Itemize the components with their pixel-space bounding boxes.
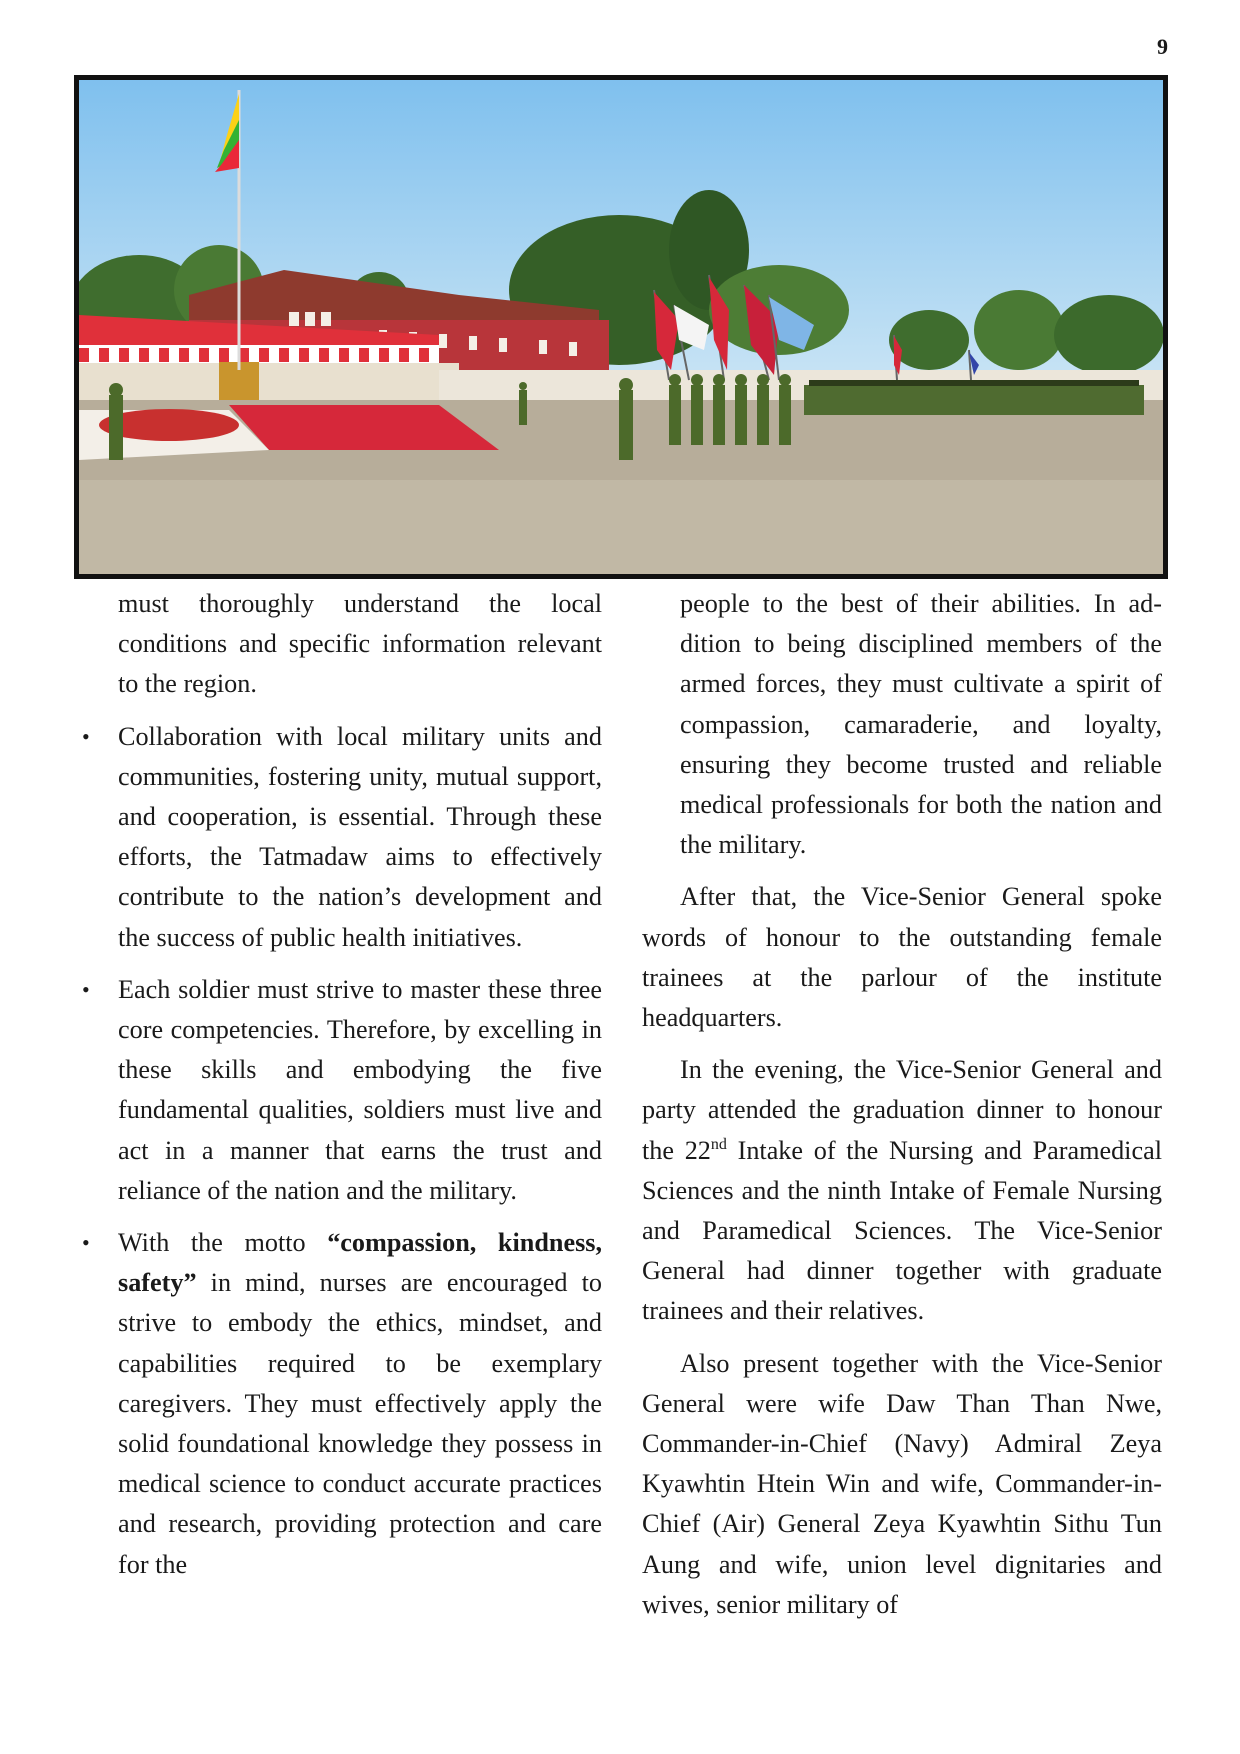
dinner-text-start: In the evening, the Vice-Senior General and party attended the graduation dinner to honour the 22 (642, 1055, 1162, 1165)
bullet-motto (78, 1223, 602, 1585)
dinner-text-end: Intake of the Nursing and Paramedical Sciences and the ninth Intake of Female Nursing and Paramedical Sciences. The Vice-Senior General had dinner together with graduate trainees and their relatives. (642, 1135, 1162, 1326)
bullet-collaboration: • Collaboration with local military units and communities, fostering unity, mutual support, and cooperation, is essential. Through these efforts, the Tatmadaw aims to effectively contribute to the nation’s development and the success of public health initiatives. (78, 717, 602, 958)
ordinal-suffix: nd (710, 1135, 727, 1153)
paragraph-words-of-honour: After that, the Vice-Senior General spoke words of honour to the outstanding female trainees at the parlour of the institute headquarters. (642, 882, 1162, 1033)
paragraph-also-present: Also present together with the Vice-Senior General were wife Daw Than Than Nwe, Commander-in-Chief (Navy) Admiral Zeya Kyawhtin Htein Win and wife, Commander-in-Chief (Air) General Zeya Kyawhtin Sithu Tun Aung and wife, union level dignitaries and wives, senior military of (642, 1348, 1162, 1619)
right-paragraph-continued: people to the best of their abilities. In addition to being disciplined members of the armed forces, they must cultivate a spirit of compassion, camaraderie, and loyalty, ensuring they become trusted and reliable medical professionals for both the nation and the military. (680, 589, 1162, 860)
paragraph-graduation-dinner (642, 1050, 1162, 1331)
left-paragraph-continued: must thoroughly understand the local conditions and specific information relevant to the region. (118, 589, 602, 699)
motto-rest: in mind, nurses are encouraged to strive to embody the ethics, mindset, and capabilities required to be exemplary caregivers. They must effectively apply the solid foundational knowledge they possess in medical science to conduct accurate practices and research, providing protection and care for the (118, 1268, 602, 1579)
motto-intro: With the motto (118, 1228, 328, 1258)
parade-photo (74, 75, 1168, 579)
right-column (642, 584, 1162, 1637)
left-column (78, 584, 602, 1597)
motto-text: “compassion, kindness, safety” (118, 1228, 603, 1298)
bullet-core-competencies: • Each soldier must strive to master these three core competencies. Therefore, by excelling in these skills and embodying the five fundamental qualities, soldiers must live and act in a manner that earns the trust and reliance of the nation and the military. (78, 970, 602, 1211)
page-number: 9 (1157, 34, 1168, 59)
parade-photo-illustration (79, 80, 1163, 574)
